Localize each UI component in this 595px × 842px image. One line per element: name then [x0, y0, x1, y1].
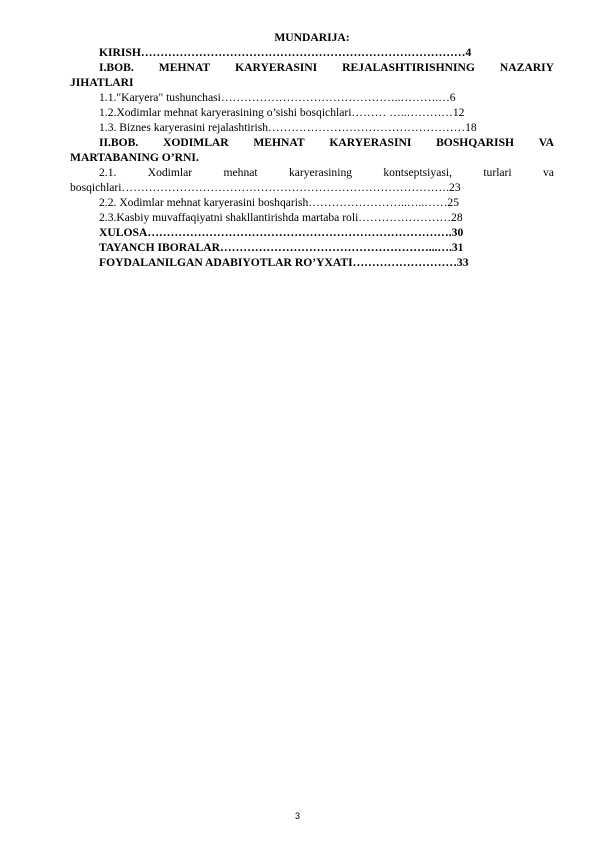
toc-entry-xulosa: XULOSA…………………………………………………………………….30 — [99, 226, 464, 239]
page-number: 3 — [294, 811, 300, 821]
toc-word: mehnat — [223, 166, 258, 179]
toc-entry-2-1 — [70, 165, 554, 180]
toc-word: 2.1. — [99, 166, 117, 179]
toc-title: MUNDARIJA: — [274, 31, 350, 44]
toc-word: karyerasining — [288, 166, 353, 179]
toc-word: KARYERASINI — [235, 61, 318, 74]
toc-word: II.BOB. — [99, 136, 139, 149]
toc-entry-chapter-1 — [70, 60, 554, 75]
toc-entry-tayanch: TAYANCH IBORALAR………………………………………………...….31 — [99, 241, 464, 254]
toc-page — [70, 0, 554, 842]
toc-entry-1-3: 1.3. Biznes karyerasini rejalashtirish……………………………………………18 — [99, 121, 477, 134]
toc-entry-2-3: 2.3.Kasbiy muvaffaqiyatni shakllantirishda martaba roli……………………28 — [99, 211, 463, 224]
toc-word: VA — [538, 136, 554, 149]
toc-word: Xodimlar — [147, 166, 193, 179]
toc-word: MEHNAT — [253, 136, 305, 149]
toc-word: MEHNAT — [158, 61, 211, 74]
toc-entry-1-2: 1.2.Xodimlar mehnat karyerasining o’sishi bosqichlari……… …..…………12 — [99, 106, 465, 119]
toc-entry-2-1-cont: bosqichlari………………………………………………………………………….23 — [70, 181, 461, 194]
toc-word: KARYERASINI — [329, 136, 412, 149]
toc-entry-2-2: 2.2. Xodimlar mehnat karyerasini boshqarish……………………..…..……25 — [99, 196, 460, 209]
toc-entry-chapter-2-cont: MARTABANING O’RNI. — [70, 151, 199, 164]
toc-word: XODIMLAR — [162, 136, 229, 149]
toc-word: va — [542, 166, 554, 179]
toc-entry-adabiyotlar: FOYDALANILGAN ADABIYOTLAR RO’YXATI………………………33 — [99, 256, 469, 269]
toc-entry-chapter-2 — [70, 135, 554, 150]
toc-word: REJALASHTIRISHNING — [342, 61, 475, 74]
toc-word: kontseptsiyasi, — [383, 166, 452, 179]
toc-word: I.BOB. — [99, 61, 134, 74]
toc-word: turlari — [483, 166, 512, 179]
toc-word: BOSHQARISH — [436, 136, 515, 149]
toc-word: NAZARIY — [499, 61, 554, 74]
toc-entry-kirish: KIRISH…………………………………………………………………………4 — [99, 46, 472, 59]
toc-entry-chapter-1-cont: JIHATLARI — [70, 76, 134, 89]
toc-entry-1-1: 1.1."Karyera" tushunchasi………………………………………..……….…6 — [99, 91, 456, 104]
